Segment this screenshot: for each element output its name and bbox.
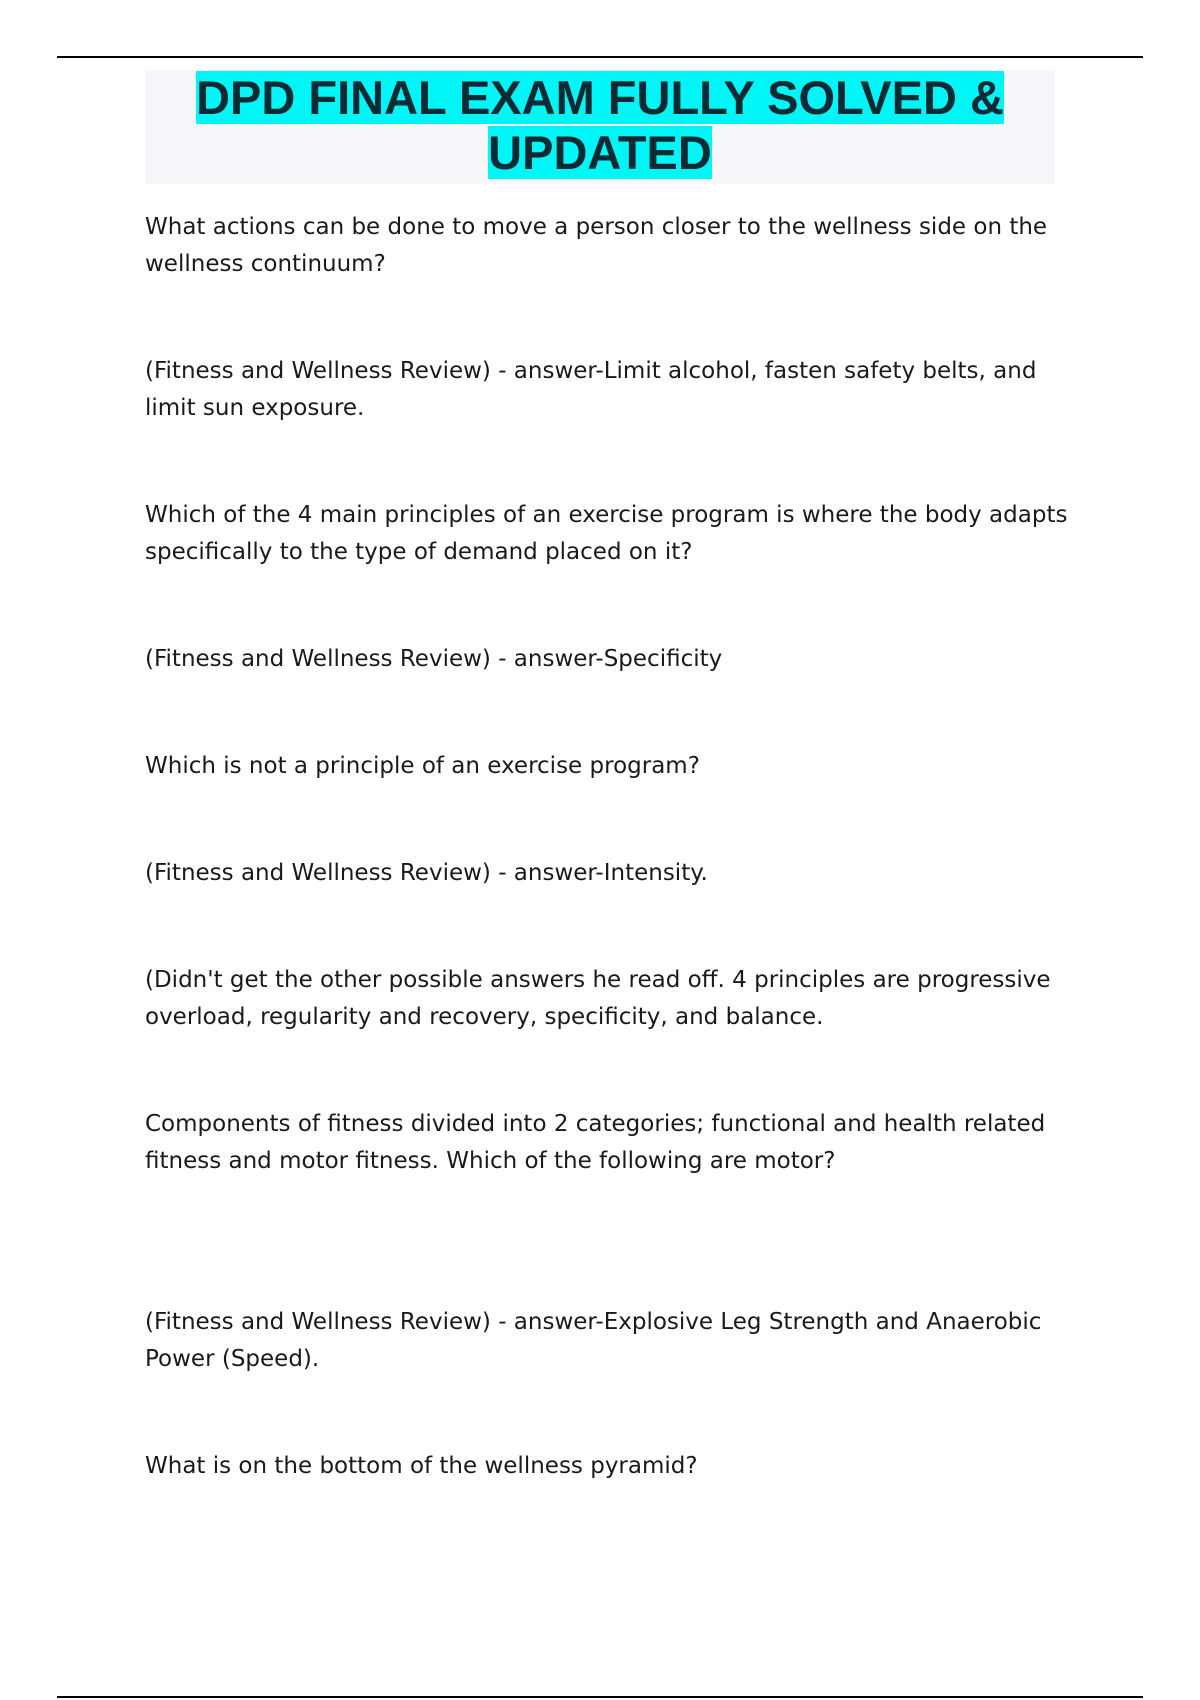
question-wellness-continuum: What actions can be done to move a person closer to the wellness side on the wellness continuum? xyxy=(145,214,1048,277)
question-motor-fitness: Components of fitness divided into 2 categories; functional and health related fitness and motor fitness. Which of the following are motor? xyxy=(145,1111,1046,1174)
bottom-rule xyxy=(57,1696,1143,1698)
document-title: DPD FINAL EXAM FULLY SOLVED & UPDATED xyxy=(196,71,1004,179)
question-wellness-pyramid: What is on the bottom of the wellness pyramid? xyxy=(145,1453,698,1479)
top-rule xyxy=(57,56,1143,58)
question-not-a-principle: Which is not a principle of an exercise program? xyxy=(145,753,700,779)
answer-wellness-continuum: (Fitness and Wellness Review) - answer-Limit alcohol, fasten safety belts, and limit sun exposure. xyxy=(145,358,1037,421)
answer-motor-fitness: (Fitness and Wellness Review) - answer-Explosive Leg Strength and Anaerobic Power (Speed). xyxy=(145,1309,1042,1372)
answer-not-a-principle: (Fitness and Wellness Review) - answer-Intensity. xyxy=(145,860,708,886)
answer-adaptation-principle: (Fitness and Wellness Review) - answer-Specificity xyxy=(145,646,723,672)
question-adaptation-principle: Which of the 4 main principles of an exercise program is where the body adapts specifically to the type of demand placed on it? xyxy=(145,502,1068,565)
note-four-principles: (Didn't get the other possible answers he read off. 4 principles are progressive overload, regularity and recovery, specificity, and balance. xyxy=(145,967,1051,1030)
title-block xyxy=(145,70,1055,184)
